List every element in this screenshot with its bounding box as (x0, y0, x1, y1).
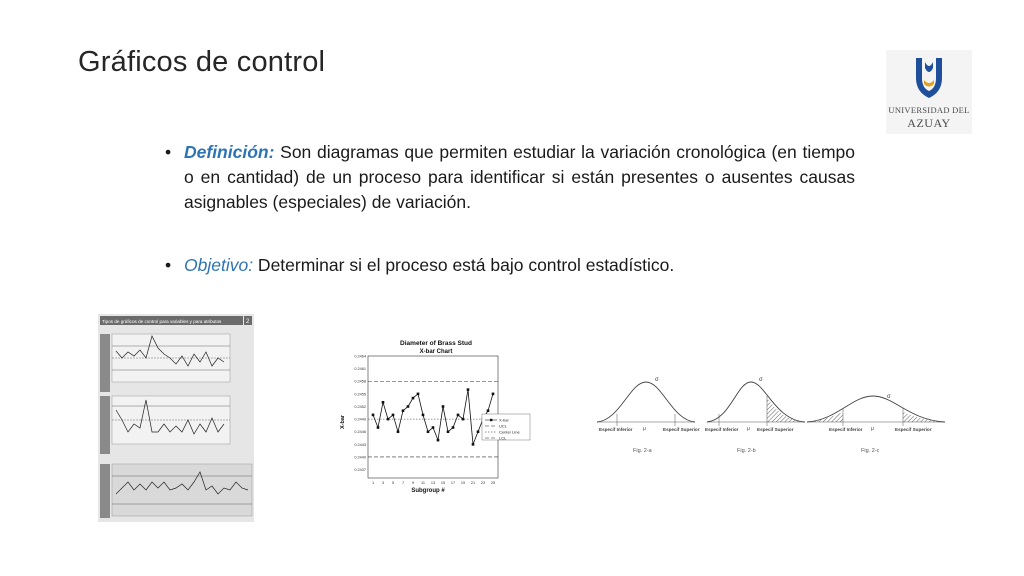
sigma-label: σ (655, 377, 659, 383)
legend-entry: X-bar (499, 417, 509, 423)
x-tick-label: 21 (470, 481, 476, 485)
objective-term: Objetivo: (184, 255, 254, 275)
fig-caption: Fig. 2-a (633, 448, 652, 454)
mu-label: μ (747, 426, 750, 432)
chart-xlabel: Subgroup # (411, 488, 445, 494)
xbar-point (402, 409, 405, 412)
xbar-point (407, 405, 410, 408)
y-tick-label: 0.2446 (354, 430, 366, 435)
legend-marker (490, 419, 492, 421)
xbar-point (457, 414, 460, 417)
x-tick-label: 17 (450, 481, 456, 485)
bullet-dot: • (165, 142, 172, 162)
xbar-point (462, 418, 465, 421)
legend-entry: UCL (499, 423, 508, 429)
xbar-series-line (373, 390, 493, 445)
y-tick-label: 0.2464 (354, 354, 366, 359)
fig-2b (705, 377, 805, 454)
objective-text: Determinar si el proceso está bajo control estadístico. (253, 255, 675, 275)
fig-caption: Fig. 2-c (861, 448, 880, 454)
definition-term: Definición: (184, 142, 275, 162)
control-chart-types-figure (98, 314, 254, 522)
x-tick-label: 15 (440, 481, 446, 485)
chart-ylabel: X-bar (340, 414, 346, 430)
x-tick-label: 9 (411, 481, 415, 485)
y-tick-label: 0.2452 (354, 404, 366, 409)
spec-inferior-label: Especif Inferior (705, 427, 739, 432)
y-tick-label: 0.2449 (354, 417, 366, 422)
xbar-point (432, 426, 435, 429)
x-tick-label: 1 (371, 481, 375, 485)
bullet-list (165, 140, 855, 278)
fig-caption: Fig. 2-b (737, 448, 756, 454)
y-tick-label: 0.2443 (354, 442, 366, 447)
xbar-point (472, 443, 475, 446)
spec-inferior-label: Especif Inferior (599, 427, 633, 432)
legend-entry: LCL (499, 435, 507, 441)
xbar-point (452, 426, 455, 429)
spec-inferior-label: Especif Inferior (829, 427, 863, 432)
xbar-point (392, 414, 395, 417)
xbar-chart (338, 336, 534, 496)
xbar-point (437, 439, 440, 442)
x-tick-label: 23 (480, 481, 486, 485)
xbar-point (487, 409, 490, 412)
y-tick-label: 0.2458 (354, 379, 366, 384)
y-tick-label: 0.2437 (354, 468, 366, 473)
xbar-point (417, 393, 420, 396)
control-chart-types-image (98, 314, 254, 522)
mu-label: μ (871, 426, 874, 432)
xbar-point (422, 414, 425, 417)
x-tick-label: 11 (421, 481, 425, 485)
xbar-point (442, 405, 445, 408)
x-tick-label: 25 (490, 481, 496, 485)
xbar-point (477, 430, 480, 433)
mu-label: μ (643, 426, 646, 432)
table-number: 2 (246, 319, 250, 325)
xbar-point (382, 401, 385, 404)
bullet-definition (165, 140, 855, 215)
x-tick-label: 5 (391, 481, 395, 485)
chart-legend (482, 414, 530, 441)
spec-superior-label: Especif Superior (895, 427, 932, 432)
y-tick-label: 0.2440 (354, 455, 366, 460)
distribution-figures (595, 374, 945, 458)
spec-superior-label: Especif Superior (663, 427, 700, 432)
xbar-point (492, 393, 495, 396)
x-tick-label: 3 (381, 481, 385, 485)
bullet-objective (165, 253, 855, 278)
x-tick-label: 19 (460, 481, 466, 485)
xbar-point (397, 430, 400, 433)
chart-subtitle: X-bar Chart (419, 349, 453, 355)
definition-text: Son diagramas que permiten estudiar la variación cronológica (en tiempo o en cantidad) de un proceso para identificar si están presentes o ausentes causas asignables (especiales) de variación. (184, 142, 855, 212)
xbar-point (377, 426, 380, 429)
table-header: Tipos de gráficos de control para variables y para atributos (102, 319, 222, 324)
university-emblem-icon (912, 56, 946, 100)
x-tick-label: 7 (401, 481, 405, 485)
sigma-label: σ (887, 394, 891, 400)
xbar-chart-svg (338, 336, 534, 496)
sigma-label: σ (759, 377, 763, 383)
distribution-svg (595, 374, 945, 458)
x-tick-label: 13 (430, 481, 436, 485)
legend-entry: Center Line (499, 429, 520, 435)
university-logo (886, 50, 972, 134)
xbar-point (447, 430, 450, 433)
university-name-line1: UNIVERSIDAD DEL (888, 105, 970, 115)
xbar-point (467, 388, 470, 391)
fig-2c (807, 394, 945, 454)
xbar-point (387, 418, 390, 421)
xbar-point (372, 414, 375, 417)
slide-title: Gráficos de control (78, 46, 326, 78)
xbar-point (412, 397, 415, 400)
fig-2a (597, 377, 700, 454)
y-tick-label: 0.2455 (354, 392, 366, 397)
spec-superior-label: Especif Superior (757, 427, 794, 432)
bullet-dot: • (165, 255, 172, 275)
chart-title: Diameter of Brass Stud (400, 340, 472, 347)
xbar-point (427, 430, 430, 433)
university-name-line2: AZUAY (907, 116, 951, 130)
y-tick-label: 0.2461 (354, 367, 366, 372)
